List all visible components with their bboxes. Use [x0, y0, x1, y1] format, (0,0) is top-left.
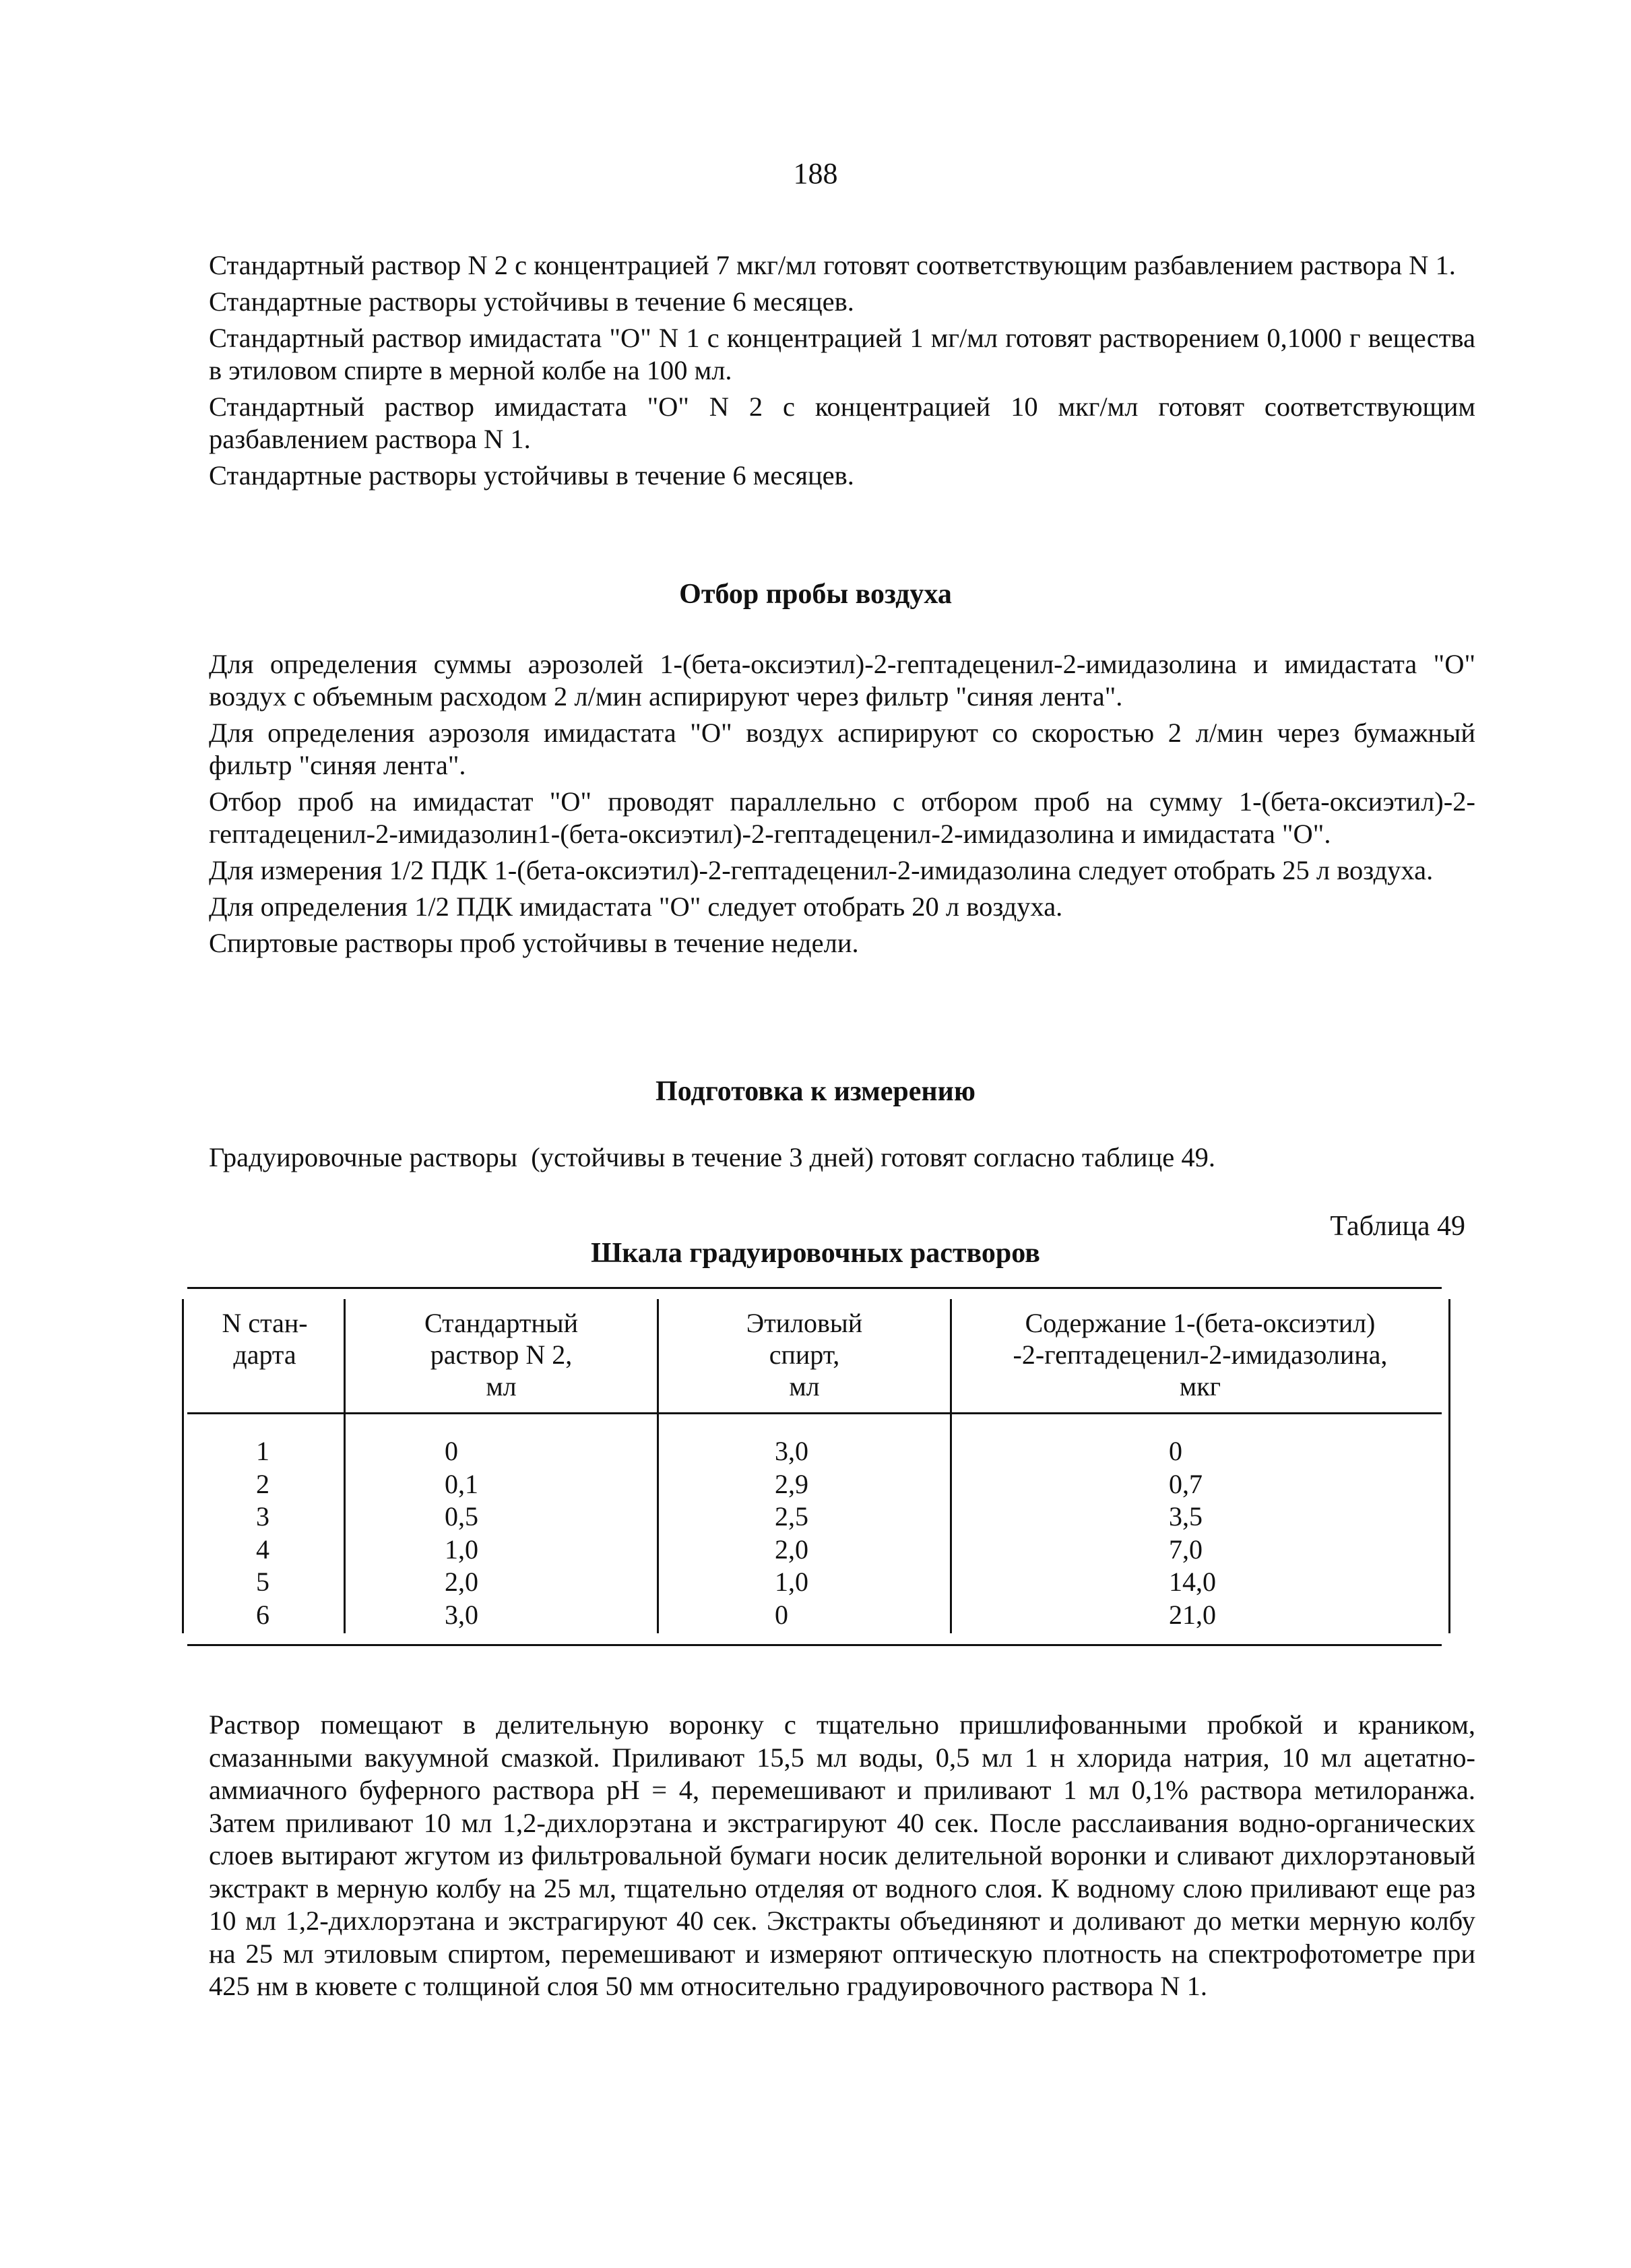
table-cell: 1 [256, 1436, 269, 1466]
header-standard-number: N стан- дарта [222, 1308, 308, 1370]
table-cell: 2,5 [775, 1501, 808, 1532]
table-cell: 1,0 [445, 1534, 478, 1565]
table-cell: 2,9 [775, 1468, 808, 1499]
table-cell: 1,0 [775, 1567, 808, 1597]
column-divider [950, 1299, 952, 1633]
table-cell: 0 [775, 1599, 788, 1630]
table-cell: 21,0 [1169, 1599, 1216, 1630]
table-bottom-rule [187, 1644, 1442, 1646]
table-cell: 0,1 [445, 1468, 478, 1499]
header-content: Содержание 1-(бета-оксиэтил) -2-гептадеценил-2-имидазолина, мкг [1013, 1308, 1388, 1401]
column-ethyl-alcohol [775, 1435, 808, 1631]
column-divider [657, 1299, 659, 1633]
column-standard-number [256, 1435, 269, 1631]
paragraph: Стандартные растворы устойчивы в течение 6 месяцев. [209, 460, 854, 491]
paragraph: Для определения суммы аэрозолей 1-(бета-оксиэтил)-2-гептадеценил-2-имидазолина и имидастата "О" воздух с объемным расходом 2 л/мин аспирируют через фильтр "синяя лента". [209, 649, 1475, 712]
column-divider [344, 1299, 346, 1633]
header-ethyl-alcohol: Этиловый спирт, мл [746, 1308, 863, 1401]
calibration-intro: Градуировочные растворы (устойчивы в течение 3 дней) готовят согласно таблице 49. [209, 1142, 1215, 1172]
table-cell: 2,0 [445, 1567, 478, 1597]
section-heading-air-sampling: Отбор пробы воздуха [679, 579, 952, 610]
paragraph: Спиртовые растворы проб устойчивы в течение недели. [209, 928, 859, 958]
table-top-rule [187, 1287, 1442, 1289]
column-standard-solution [445, 1435, 478, 1631]
table-header-rule [187, 1412, 1442, 1414]
table-cell: 2 [256, 1468, 269, 1499]
header-standard-solution: Стандартный раствор N 2, мл [424, 1308, 579, 1401]
table-cell: 3 [256, 1501, 269, 1532]
paragraph: Для измерения 1/2 ПДК 1-(бета-оксиэтил)-2-гептадеценил-2-имидазолина следует отобрать 25 л воздуха. [209, 855, 1434, 885]
table-cell: 0,5 [445, 1501, 478, 1532]
table-cell: 3,0 [445, 1599, 478, 1630]
section-heading-preparation: Подготовка к измерению [655, 1076, 976, 1107]
table-label: Таблица 49 [1330, 1211, 1465, 1242]
table-border-left [182, 1299, 184, 1633]
table-cell: 2,0 [775, 1534, 808, 1565]
procedure-text [209, 1709, 1475, 2007]
air-sampling-text [209, 648, 1475, 964]
table-cell: 14,0 [1169, 1567, 1216, 1597]
column-content [1169, 1435, 1216, 1631]
table-cell: 4 [256, 1534, 269, 1565]
table-cell: 3,5 [1169, 1501, 1203, 1532]
paragraph: Для определения аэрозоля имидастата "О" воздух аспирируют со скоростью 2 л/мин через бумажный фильтр "синяя лента". [209, 718, 1475, 780]
table-cell: 0 [1169, 1436, 1182, 1466]
table-cell: 0,7 [1169, 1468, 1203, 1499]
paragraph: Раствор помещают в делительную воронку с тщательно пришлифованными пробкой и краником, смазанными вакуумной смазкой. Приливают 15,5 мл воды, 0,5 мл 1 н хлорида натрия, 10 мл ацетатно-аммиачного буферного раствора pH = 4, перемешивают и приливают 1 мл 0,1% раствора метилоранжа. Затем приливают 10 мл 1,2-дихлорэтана и экстрагируют 40 сек. После расслаивания водно-органических слоев вытирают жгутом из фильтровальной бумаги носик делительной воронки и сливают дихлорэтановый экстракт в мерную колбу на 25 мл, тщательно отделяя от водного слоя. К водному слою приливают еще раз 10 мл 1,2-дихлорэтана и экстрагируют 40 сек. Экстракты объединяют и доливают до метки мерную колбу на 25 мл этиловым спиртом, перемешивают и измеряют оптическую плотность на спектрофотометре при 425 нм в кювете с толщиной слоя 50 мм относительно градуировочного раствора N 1. [209, 1709, 1475, 2001]
table-cell: 6 [256, 1599, 269, 1630]
paragraph: Стандартные растворы устойчивы в течение 6 месяцев. [209, 286, 854, 317]
paragraph: Стандартный раствор имидастата "О" N 1 с концентрацией 1 мг/мл готовят растворением 0,1000 г вещества в этиловом спирте в мерной колбе на 100 мл. [209, 323, 1475, 385]
paragraph: Стандартный раствор имидастата "О" N 2 с концентрацией 10 мкг/мл готовят соответствующим разбавлением раствора N 1. [209, 391, 1475, 454]
table-border-right [1448, 1299, 1450, 1633]
standard-solutions-text [209, 249, 1475, 496]
table-cell: 7,0 [1169, 1534, 1203, 1565]
table-cell: 5 [256, 1567, 269, 1597]
table-cell: 3,0 [775, 1436, 808, 1466]
page-number: 188 [793, 157, 838, 190]
paragraph: Для определения 1/2 ПДК имидастата "О" следует отобрать 20 л воздуха. [209, 891, 1063, 922]
table-cell: 0 [445, 1436, 458, 1466]
table-title: Шкала градуировочных растворов [591, 1238, 1040, 1269]
paragraph: Отбор проб на имидастат "О" проводят параллельно с отбором проб на сумму 1-(бета-оксиэтил)-2-гептадеценил-2-имидазолин1-(бета-оксиэтил)-2-гептадеценил-2-имидазолина и имидастата "О". [209, 786, 1475, 849]
paragraph: Стандартный раствор N 2 с концентрацией 7 мкг/мл готовят соответствующим разбавлением раствора N 1. [209, 250, 1456, 280]
